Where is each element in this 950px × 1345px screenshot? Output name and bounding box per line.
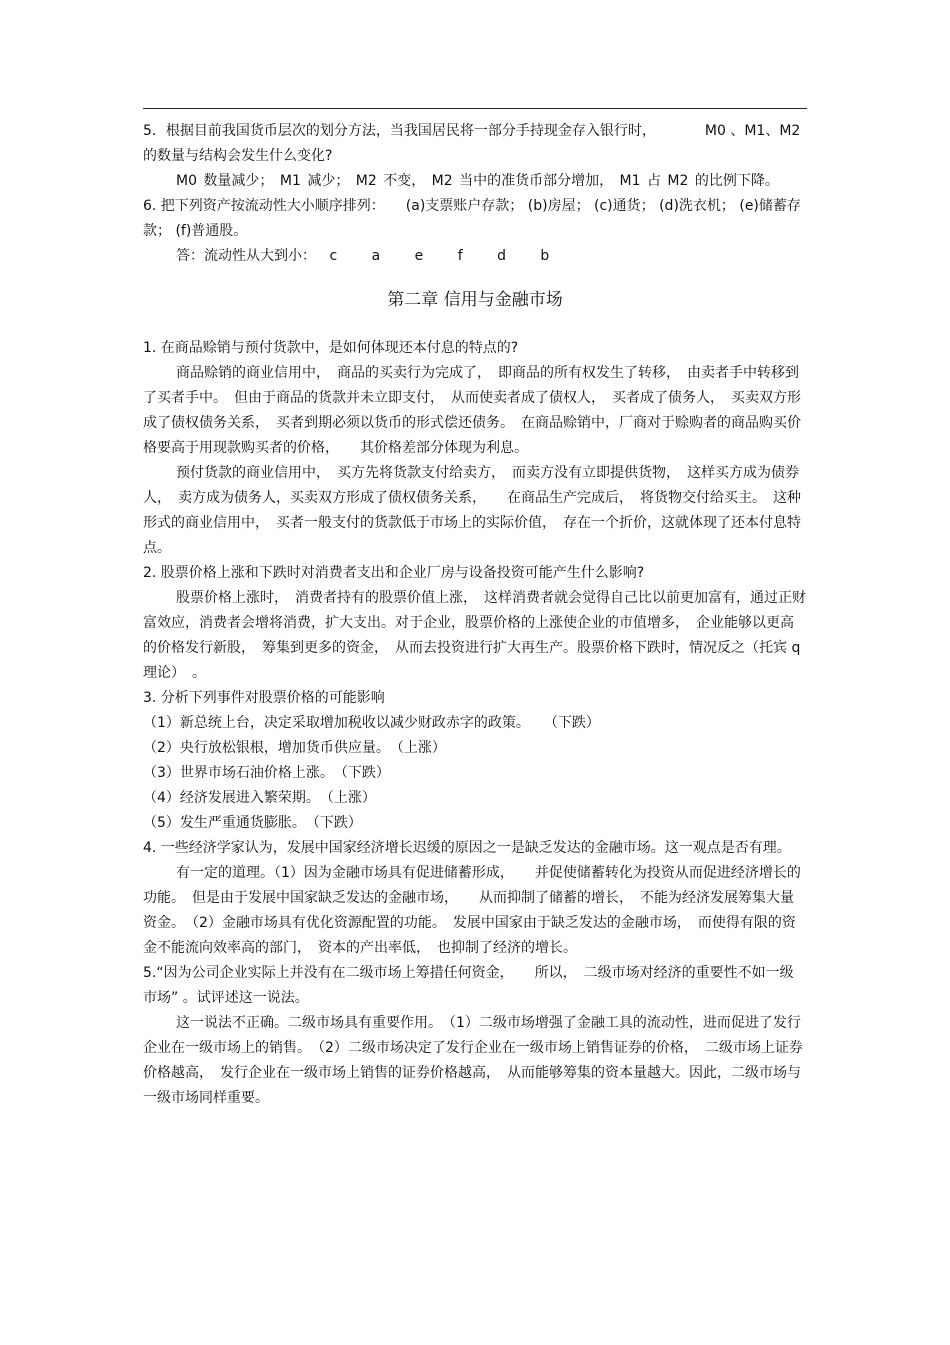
question-5-money-levels: 5．根据目前我国货币层次的划分方法，当我国居民将一部分手持现金存入银行时， M0 、M1、M2 的数量与结构会发生什么变化? xyxy=(143,123,801,164)
question-6-liquidity: 6. 把下列资产按流动性大小顺序排列： (a)支票账户存款； (b)房屋； (c)通货； (d)洗衣机； (e)储蓄存款； (f)普通股。 xyxy=(143,198,801,239)
event-item-4: （4）经济发展进入繁荣期。 （上涨） xyxy=(143,790,376,806)
answer-6: 答：流动性从大到小： c a e f d b xyxy=(176,248,550,264)
answer-2: 股票价格上涨时， 消费者持有的股票价值上涨， 这样消费者就会觉得自己比以前更加富有，通过正财富效应，消费者会增将消费，扩大支出。对于企业，股票价格的上涨使企业的市值增多， 企业能够以更高的价格发行新股， 筹集到更多的资金， 从而去投资进行扩大再生产。股票价格下跌时，情况反之（托宾 q 理论） 。 xyxy=(143,590,806,681)
question-4-financial-market: 4. 一些经济学家认为，发展中国家经济增长迟缓的原因之一是缺乏发达的金融市场。这一观点是否有理。 xyxy=(143,840,791,856)
document-body xyxy=(143,119,807,1111)
answer-5: M0 数量减少； M1 减少； M2 不变， M2 当中的准货币部分增加， M1 占 M2 的比例下降。 xyxy=(176,173,779,189)
question-1-credit: 1. 在商品赊销与预付货款中，是如何体现还本付息的特点的? xyxy=(143,340,519,356)
event-item-1: （1）新总统上台，决定采取增加税收以减少财政赤字的政策。 （下跌） xyxy=(143,715,600,731)
header-rule xyxy=(143,108,807,109)
answer-1-paragraph-1: 商品赊销的商业信用中， 商品的买卖行为完成了， 即商品的所有权发生了转移， 由卖者手中转移到了买者手中。 但由于商品的货款并未立即支付， 从而使卖者成了债权人， 买者成了债务人， 买卖双方形成了债权债务关系， 买者到期必须以货币的形式偿还债务。 在商品赊销中，厂商对于赊购者的商品购买价格要高于用现款购买者的价格， 其价格差部分体现为利息。 xyxy=(143,365,801,456)
event-item-5: （5）发生严重通货膨胀。 （下跌） xyxy=(143,815,362,831)
question-5-secondary-market: 5.“因为公司企业实际上并没有在二级市场上筹措任何资金， 所以， 二级市场对经济的重要性不如一级市场” 。试评述这一说法。 xyxy=(143,965,794,1006)
answer-4: 有一定的道理。（1）因为金融市场具有促进储蓄形成， 并促使储蓄转化为投资从而促进经济增长的功能。 但是由于发展中国家缺乏发达的金融市场， 从而抑制了储蓄的增长， 不能为经济发展筹集大量资金。 （2）金融市场具有优化资源配置的功能。 发展中国家由于缺乏发达的金融市场， 而使得有限的资金不能流向效率高的部门， 资本的产出率低， 也抑制了经济的增长。 xyxy=(143,865,801,956)
answer-1-paragraph-2: 预付货款的商业信用中， 买方先将货款支付给卖方， 而卖方没有立即提供货物， 这样买方成为债券人， 卖方成为债务人，买卖双方形成了债权债务关系， 在商品生产完成后， 将货物交付给买主。 这种形式的商业信用中， 买者一般支付的货款低于市场上的实际价值， 存在一个折价，这就体现了还本付息特点。 xyxy=(143,465,801,556)
question-3-events: 3. 分析下列事件对股票价格的可能影响 xyxy=(143,690,385,706)
event-item-2: （2）央行放松银根，增加货币供应量。 （上涨） xyxy=(143,740,446,756)
question-2-stock-price: 2. 股票价格上涨和下跌时对消费者支出和企业厂房与设备投资可能产生什么影响? xyxy=(143,565,645,581)
event-item-3: （3）世界市场石油价格上涨。 （下跌） xyxy=(143,765,390,781)
chapter-title: 第二章 信用与金融市场 xyxy=(387,290,563,310)
answer-5-secondary-market: 这一说法不正确。二级市场具有重要作用。 （1）二级市场增强了金融工具的流动性，进而促进了发行企业在一级市场上的销售。 （2）二级市场决定了发行企业在一级市场上销售证券的价格， 二级市场上证券价格越高， 发行企业在一级市场上销售的证券价格越高， 从而能够筹集的资本量越大。因此，二级市场与一级市场同样重要。 xyxy=(143,1015,803,1106)
